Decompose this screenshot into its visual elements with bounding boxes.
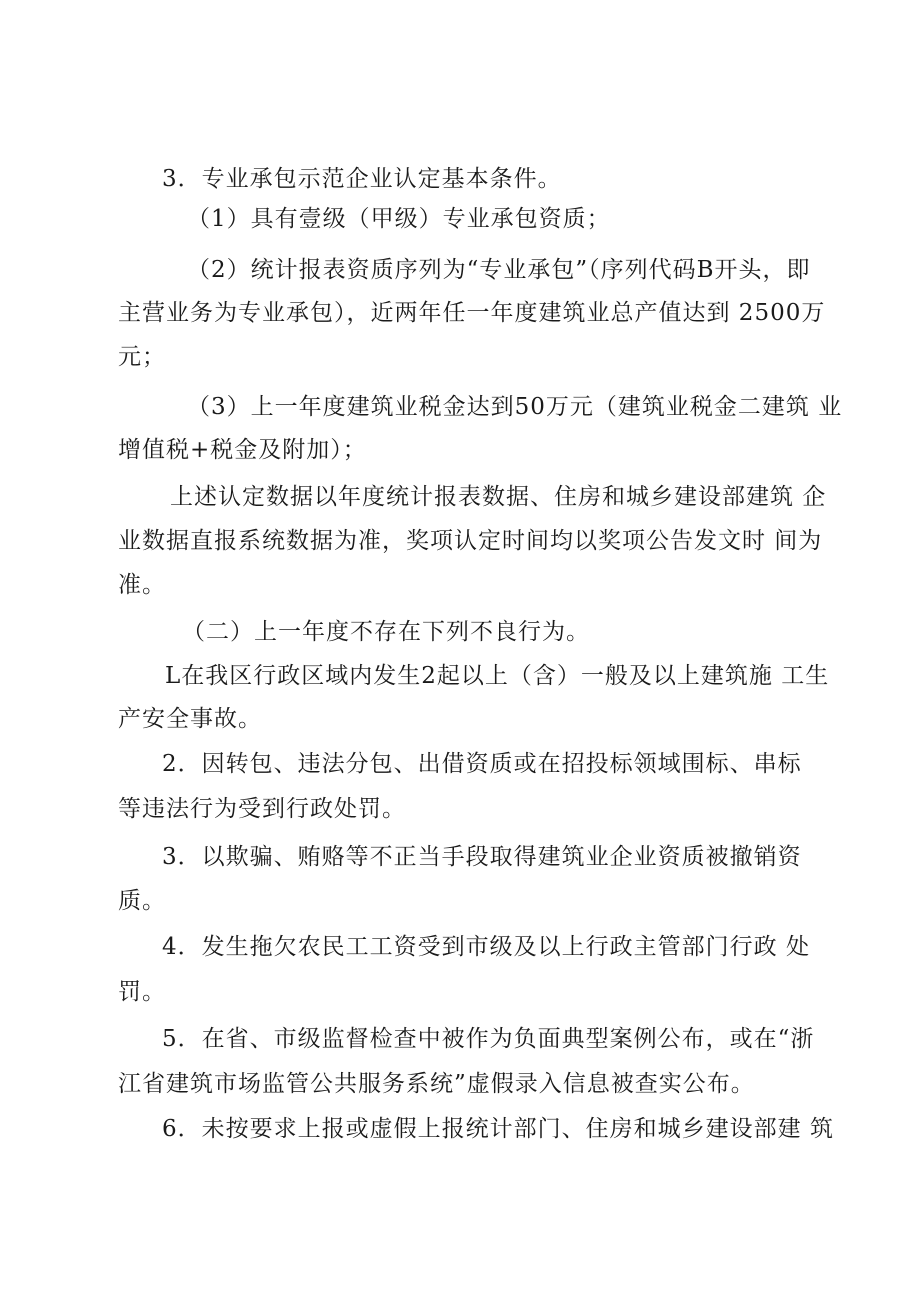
data-basis-line-2: 业数据直报系统数据为准，奖项认定时间均以奖项公告发文时 间为 <box>118 528 823 554</box>
clause-3-heading: 3．专业承包示范企业认定基本条件。 <box>162 166 562 192</box>
data-basis-line-1: 上述认定数据以年度统计报表数据、住房和城乡建设部建筑 企 <box>170 484 827 510</box>
condition-2-line-1: （2）统计报表资质序列为“专业承包”（序列代码B开头，即 <box>187 257 811 283</box>
bad-behavior-6-line-1: 6．未按要求上报或虚假上报统计部门、住房和城乡建设部建 筑 <box>162 1116 834 1142</box>
bad-behavior-3-line-2: 质。 <box>118 888 166 914</box>
bad-behavior-5-line-1: 5．在省、市级监督检查中被作为负面典型案例公布，或在“浙 <box>162 1026 815 1052</box>
bad-behavior-1-line-2: 产安全事故。 <box>118 706 262 732</box>
condition-3-line-2: 增值税+税金及附加）； <box>118 437 367 463</box>
condition-2-line-3: 元； <box>118 344 166 370</box>
bad-behavior-1-line-1: L在我区行政区域内发生2起以上（含）一般及以上建筑施 工生 <box>165 663 830 689</box>
bad-behavior-2-line-1: 2．因转包、违法分包、出借资质或在招投标领域围标、串标 <box>162 751 802 777</box>
data-basis-line-3: 准。 <box>118 572 166 598</box>
condition-3-line-1: （3）上一年度建筑业税金达到50万元（建筑业税金二建筑 业 <box>187 394 843 420</box>
bad-behavior-4-line-1: 4．发生拖欠农民工工资受到市级及以上行政主管部门行政 处 <box>162 934 810 960</box>
bad-behavior-2-line-2: 等违法行为受到行政处罚。 <box>118 796 406 822</box>
bad-behavior-4-line-2: 罚。 <box>118 979 166 1005</box>
bad-behavior-5-line-2: 江省建筑市场监管公共服务系统”虚假录入信息被查实公布。 <box>118 1071 755 1097</box>
condition-1: （1）具有壹级（甲级）专业承包资质； <box>187 206 611 232</box>
section-2-heading: （二）上一年度不存在下列不良行为。 <box>182 619 590 645</box>
bad-behavior-3-line-1: 3．以欺骗、贿赂等不正当手段取得建筑业企业资质被撤销资 <box>162 844 802 870</box>
condition-2-line-2: 主营业务为专业承包），近两年任一年度建筑业总产值达到 2500万 <box>118 300 826 326</box>
